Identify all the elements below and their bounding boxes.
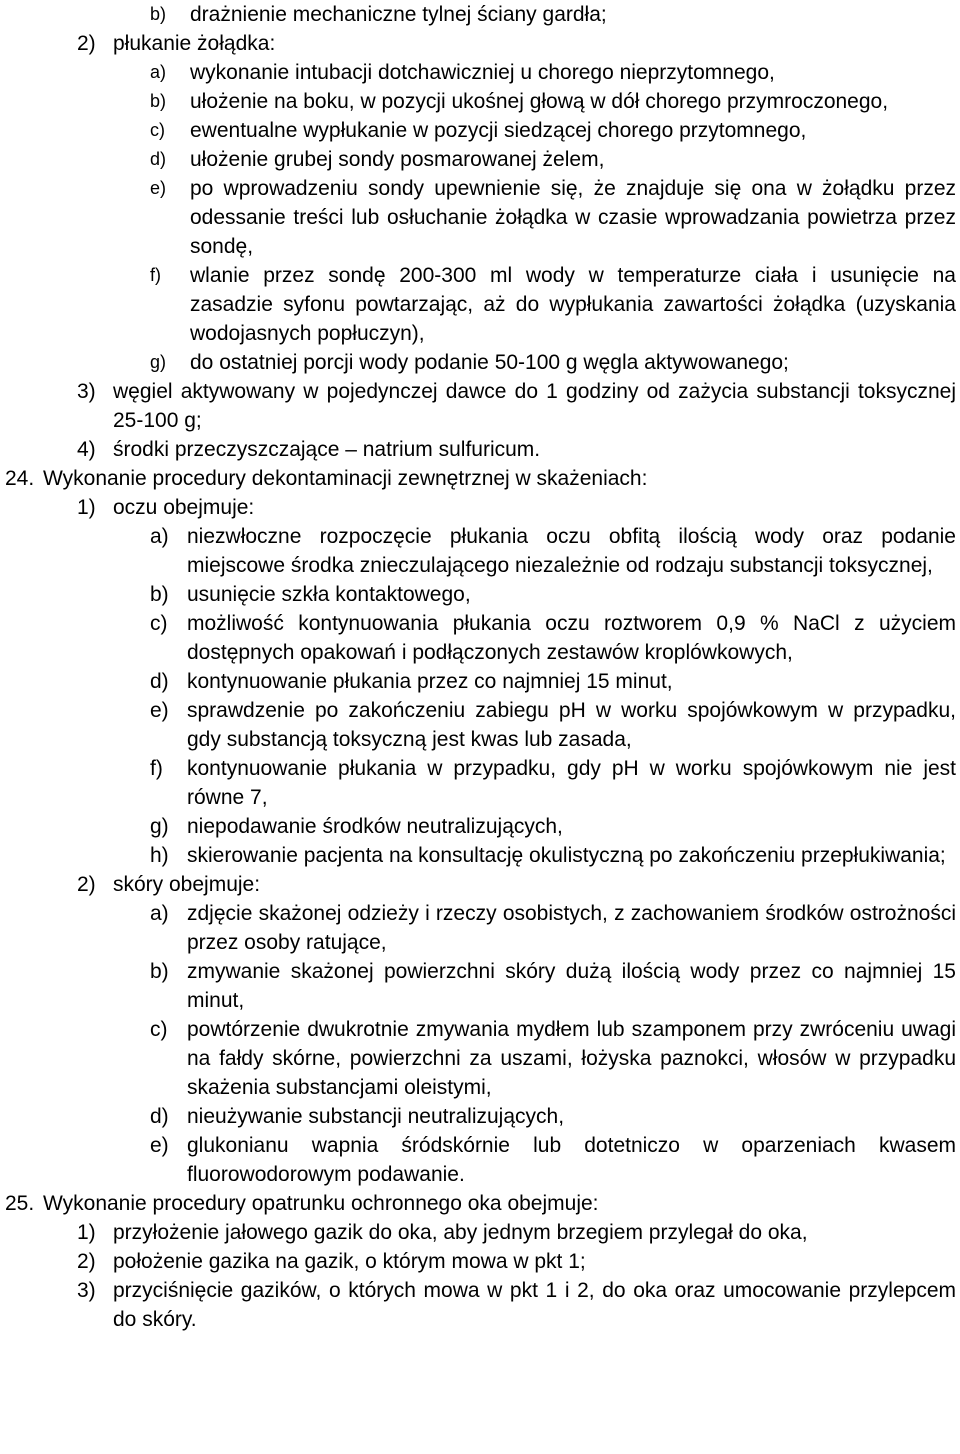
list-item (0, 899, 960, 957)
list-text: sprawdzenie po zakończeniu zabiegu pH w worku spojówkowym w przypadku, gdy substancją toksyczną jest kwas lub zasada, (187, 699, 956, 751)
list-marker: 3) (77, 380, 96, 403)
subsection-heading-skin (0, 870, 960, 899)
list-item (0, 522, 960, 580)
list-marker: h) (150, 844, 169, 867)
list-text: skierowanie pacjenta na konsultację okulistyczną po zakończeniu przepłukiwania; (187, 844, 946, 867)
list-marker: g) (150, 815, 169, 838)
list-marker: d) (150, 670, 169, 693)
list-item (0, 609, 960, 667)
list-item (0, 1102, 960, 1131)
list-item (0, 87, 960, 116)
list-item (0, 435, 960, 464)
list-item (0, 377, 960, 435)
list-marker: c) (150, 120, 165, 140)
list-text: niepodawanie środków neutralizujących, (187, 815, 563, 838)
list-marker: f) (150, 757, 163, 780)
list-item (0, 1015, 960, 1102)
list-text: zdjęcie skażonej odzieży i rzeczy osobistych, z zachowaniem środków ostrożności przez osoby ratujące, (187, 902, 956, 954)
list-marker: 3) (77, 1279, 96, 1302)
list-text: wlanie przez sondę 200-300 ml wody w temperaturze ciała i usunięcie na zasadzie syfonu powtarzając, aż do wypłukania zawartości żołądka (uzyskania wodojasnych popłuczyn), (190, 264, 956, 345)
list-marker: a) (150, 62, 167, 82)
list-marker: d) (150, 1105, 169, 1128)
list-text: nieużywanie substancji neutralizujących, (187, 1105, 565, 1128)
list-text: środki przeczyszczające – natrium sulfuricum. (113, 438, 541, 461)
list-item (0, 348, 960, 377)
poisoning-procedure-continuation (0, 0, 960, 464)
list-text: węgiel aktywowany w pojedynczej dawce do 1 godziny od zażycia substancji toksycznej 25-100 g; (113, 380, 956, 432)
list-marker: 4) (77, 438, 96, 461)
list-marker: g) (150, 352, 167, 372)
list-item (0, 754, 960, 812)
list-text: niezwłoczne rozpoczęcie płukania oczu obfitą ilością wody oraz podanie miejscowe środka znieczulającego niezależnie od rodzaju substancji toksycznej, (187, 525, 956, 577)
list-marker: f) (150, 265, 161, 285)
subsection-heading-eyes (0, 493, 960, 522)
list-item (0, 261, 960, 348)
list-text: płukanie żołądka: (113, 32, 276, 55)
list-item (0, 812, 960, 841)
list-text: usunięcie szkła kontaktowego, (187, 583, 471, 606)
subsection-title: skóry obejmuje: (113, 873, 261, 896)
list-text: do ostatniej porcji wody podanie 50-100 g węgla aktywowanego; (190, 351, 789, 374)
list-marker: a) (150, 525, 169, 548)
list-item (0, 0, 960, 29)
list-text: możliwość kontynuowania płukania oczu roztworem 0,9 % NaCl z użyciem dostępnych opakowań i podłączonych zestawów kroplówkowych, (187, 612, 956, 664)
list-text: położenie gazika na gazik, o którym mowa w pkt 1; (113, 1250, 586, 1273)
list-item (0, 696, 960, 754)
list-marker: b) (150, 91, 167, 111)
list-item (0, 841, 960, 870)
section-25 (0, 1189, 960, 1334)
list-item (0, 29, 960, 58)
list-item (0, 116, 960, 145)
section-heading (0, 464, 960, 493)
list-marker: d) (150, 149, 167, 169)
list-text: po wprowadzeniu sondy upewnienie się, że znajduje się ona w żołądku przez odessanie treści lub osłuchanie żołądka w czasie wprowadzania powietrza przez sondę, (190, 177, 956, 258)
section-title: Wykonanie procedury opatrunku ochronnego oka obejmuje: (43, 1192, 599, 1215)
list-marker: 1) (77, 496, 96, 519)
list-item (0, 145, 960, 174)
list-marker: a) (150, 902, 169, 925)
section-number: 24. (5, 467, 35, 490)
list-item (0, 1276, 960, 1334)
list-item (0, 174, 960, 261)
section-number: 25. (5, 1192, 35, 1215)
list-marker: 2) (77, 873, 96, 896)
list-item (0, 957, 960, 1015)
list-item (0, 667, 960, 696)
list-item (0, 58, 960, 87)
list-marker: b) (150, 583, 169, 606)
list-marker: 2) (77, 1250, 96, 1273)
list-marker: b) (150, 960, 169, 983)
list-text: ewentualne wypłukanie w pozycji siedzącej chorego przytomnego, (190, 119, 807, 142)
list-marker: 1) (77, 1221, 96, 1244)
list-marker: e) (150, 178, 167, 198)
list-text: wykonanie intubacji dotchawiczniej u chorego nieprzytomnego, (190, 61, 775, 84)
list-text: glukonianu wapnia śródskórnie lub dotetniczo w oparzeniach kwasem fluorowodorowym podawanie. (187, 1134, 956, 1186)
list-item (0, 1218, 960, 1247)
list-marker: c) (150, 612, 168, 635)
list-marker: c) (150, 1018, 168, 1041)
list-text: kontynuowanie płukania przez co najmniej 15 minut, (187, 670, 673, 693)
list-item (0, 1247, 960, 1276)
list-text: zmywanie skażonej powierzchni skóry dużą ilością wody przez co najmniej 15 minut, (187, 960, 956, 1012)
list-marker: e) (150, 1134, 169, 1157)
list-item (0, 580, 960, 609)
section-heading (0, 1189, 960, 1218)
list-text: kontynuowanie płukania w przypadku, gdy pH w worku spojówkowym nie jest równe 7, (187, 757, 956, 809)
subsection-title: oczu obejmuje: (113, 496, 255, 519)
list-marker: e) (150, 699, 169, 722)
list-text: powtórzenie dwukrotnie zmywania mydłem lub szamponem przy zwróceniu uwagi na fałdy skórne, powierzchni za uszami, łożyska paznokci, włosów w przypadku skażenia substancjami oleistymi, (187, 1018, 956, 1099)
list-text: przyłożenie jałowego gazik do oka, aby jednym brzegiem przylegał do oka, (113, 1221, 808, 1244)
list-marker: b) (150, 4, 167, 24)
section-title: Wykonanie procedury dekontaminacji zewnętrznej w skażeniach: (43, 467, 648, 490)
list-item (0, 1131, 960, 1189)
list-text: drażnienie mechaniczne tylnej ściany gardła; (190, 3, 607, 26)
list-marker: 2) (77, 32, 96, 55)
section-24 (0, 464, 960, 1189)
list-text: przyciśnięcie gazików, o których mowa w pkt 1 i 2, do oka oraz umocowanie przylepcem do skóry. (113, 1279, 956, 1331)
list-text: ułożenie na boku, w pozycji ukośnej głową w dół chorego przymroczonego, (190, 90, 889, 113)
list-text: ułożenie grubej sondy posmarowanej żelem, (190, 148, 605, 171)
